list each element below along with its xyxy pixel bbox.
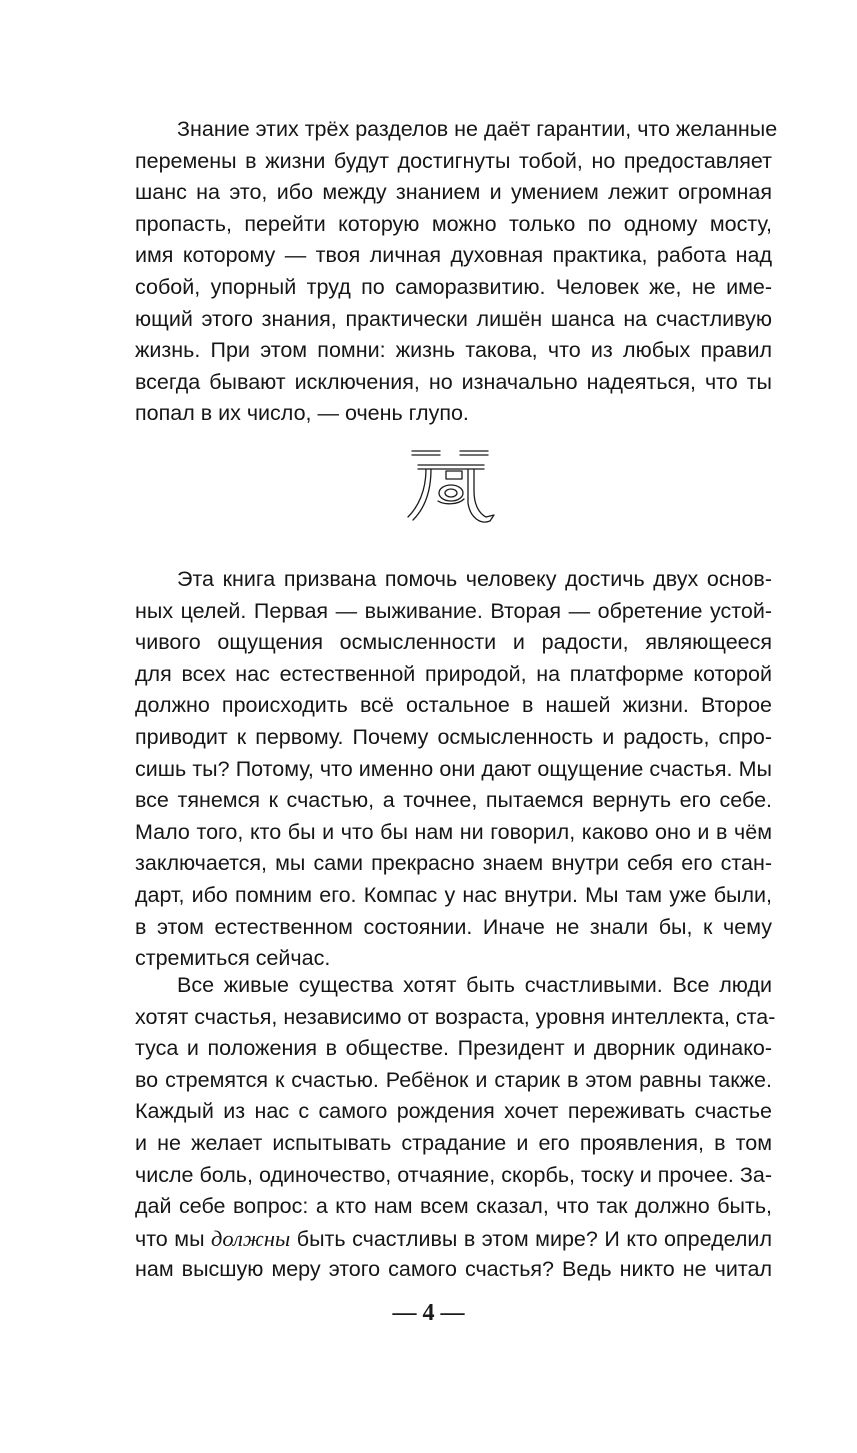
text-line: шанс на это, ибо между знанием и умением лежит огромная [135,180,772,205]
text-line: хотят счастья, независимо от возраста, уровня интеллекта, ста- [135,1004,776,1029]
text-line: собой, упорный труд по саморазвитию. Человек же, не име- [135,274,772,299]
text-line: ных целей. Первая — выживание. Вторая — обретение устой- [135,598,772,623]
page-number: — 4 — [392,1300,465,1326]
text-line: сишь ты? Потому, что именно они дают ощущение счастья. Мы [135,756,772,781]
paragraph-3 [135,970,776,1286]
text-line: Каждый из нас с самого рождения хочет переживать счастье [135,1099,772,1124]
text-line: должно происходить всё остальное в нашей жизни. Второе [135,693,772,718]
paragraph-1 [135,114,778,430]
text-line: Знание этих трёх разделов не даёт гарантии, что желанные [177,117,778,141]
text-line: приводит к первому. Почему осмысленность и радость, спро- [135,724,772,749]
text-line: дай себе вопрос: а кто нам всем сказал, что так должно быть, [135,1194,772,1219]
text-line: во стремятся к счастью. Ребёнок и старик в этом равны также. [135,1067,772,1092]
text-line: туса и положения в обществе. Президент и дворник одинако- [135,1036,772,1061]
text-line: попал в их число, — очень глупо. [135,401,469,426]
text-line: Мало того, кто бы и что бы нам ни говорил, каково оно и в чём [135,819,772,844]
text-line: Все живые существа хотят быть счастливыми. Все люди [177,973,772,997]
text-run: быть счастливы в этом мире? И кто определил [290,1226,772,1251]
text-line: всегда бывают исключения, но изначально надеяться, что ты [135,369,772,394]
text-line: жизнь. При этом помни: жизнь такова, что из любых правил [135,338,772,363]
paragraph-2 [135,564,772,975]
text-line: числе боль, одиночество, отчаяние, скорбь, тоску и прочее. За- [135,1162,772,1187]
emphasized-word: должны [211,1225,291,1251]
text-line: имя которому — твоя личная духовная практика, работа над [135,243,772,268]
text-line: дарт, ибо помним его. Компас у нас внутри. Мы там уже были, [135,882,772,907]
text-line: в этом естественном состоянии. Иначе не знали бы, к чему [135,914,772,939]
text-line: ющий этого знания, практически лишён шанса на счастливую [135,306,772,331]
text-line: пропасть, перейти которую можно только по одному мосту, [135,211,772,236]
glyph-ornament-icon [404,443,496,527]
text-line: заключается, мы сами прекрасно знаем внутри себя его стан- [135,851,772,876]
text-line: нам высшую меру этого самого счастья? Ведь никто не читал [135,1257,772,1282]
text-line: стремиться сейчас. [135,946,331,971]
text-line: перемены в жизни будут достигнуты тобой, но предоставляет [135,148,772,173]
text-line: Эта книга призвана помочь человеку достичь двух основ- [177,567,772,591]
text-run: что мы [135,1226,212,1251]
text-line: чивого ощущения осмысленности и радости, являющееся [135,630,772,655]
text-line-with-emphasis [135,1223,772,1255]
text-line: все тянемся к счастью, а точнее, пытаемся вернуть его себе. [135,788,772,813]
text-line: и не желает испытывать страдание и его проявления, в том [135,1130,772,1155]
text-line: для всех нас естественной природой, на платформе которой [135,661,772,686]
